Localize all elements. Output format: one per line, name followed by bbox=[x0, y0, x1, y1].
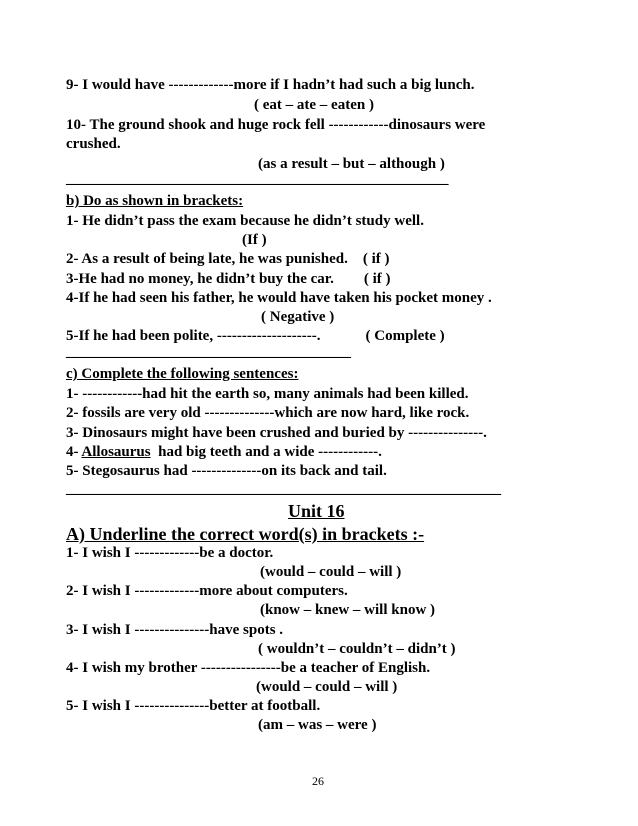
l20c: had big teeth and a wide ------------. bbox=[150, 444, 382, 460]
l33: 5- I wish I ---------------better at football. bbox=[66, 698, 321, 714]
page-number: 26 bbox=[312, 774, 324, 788]
l24: A) Underline the correct word(s) in brackets :- bbox=[66, 524, 425, 544]
l14: 5-If he had been polite, --------------------. ( Complete ) bbox=[66, 328, 445, 344]
l18: 2- fossils are very old --------------which are now hard, like rock. bbox=[66, 405, 470, 421]
l27: 2- I wish I -------------more about computers. bbox=[66, 583, 348, 599]
l1: 9- I would have -------------more if I hadn’t had such a big lunch. bbox=[66, 77, 475, 93]
l29: 3- I wish I ---------------have spots . bbox=[66, 622, 284, 638]
l26: (would – could – will ) bbox=[260, 564, 402, 580]
l2: ( eat – ate – eaten ) bbox=[254, 97, 374, 113]
l34: (am – was – were ) bbox=[258, 717, 377, 733]
l20a: 4- bbox=[66, 444, 82, 460]
l4: crushed. bbox=[66, 136, 121, 152]
l30: ( wouldn’t – couldn’t – didn’t ) bbox=[258, 641, 456, 657]
l20 bbox=[66, 443, 382, 461]
l12: 4-If he had seen his father, he would have taken his pocket money . bbox=[66, 290, 492, 306]
l13: ( Negative ) bbox=[261, 309, 335, 325]
l20b: Allosaurus bbox=[81, 444, 151, 460]
l16: c) Complete the following sentences: bbox=[66, 366, 299, 382]
l10: 2- As a result of being late, he was punished. ( if ) bbox=[66, 251, 390, 267]
l25: 1- I wish I -------------be a doctor. bbox=[66, 545, 274, 561]
l21: 5- Stegosaurus had --------------on its back and tail. bbox=[66, 463, 387, 479]
l11: 3-He had no money, he didn’t buy the car. ( if ) bbox=[66, 271, 391, 287]
l6: ___________________________________________________ bbox=[66, 171, 449, 187]
l7: b) Do as shown in brackets: bbox=[66, 193, 244, 209]
l32: (would – could – will ) bbox=[256, 679, 398, 695]
l9: (If ) bbox=[242, 232, 267, 248]
l5: (as a result – but – although ) bbox=[258, 156, 445, 172]
l17: 1- ------------had hit the earth so, many animals had been killed. bbox=[66, 386, 469, 402]
l28: (know – knew – will know ) bbox=[260, 602, 436, 618]
l22: __________________________________________________________ bbox=[66, 481, 501, 497]
l8: 1- He didn’t pass the exam because he didn’t study well. bbox=[66, 213, 424, 229]
l3: 10- The ground shook and huge rock fell ------------dinosaurs were bbox=[66, 117, 486, 133]
l31: 4- I wish my brother ----------------be a teacher of English. bbox=[66, 660, 431, 676]
l23: Unit 16 bbox=[288, 501, 345, 521]
l15: ______________________________________ bbox=[66, 344, 351, 360]
l19: 3- Dinosaurs might have been crushed and buried by ---------------. bbox=[66, 425, 487, 441]
